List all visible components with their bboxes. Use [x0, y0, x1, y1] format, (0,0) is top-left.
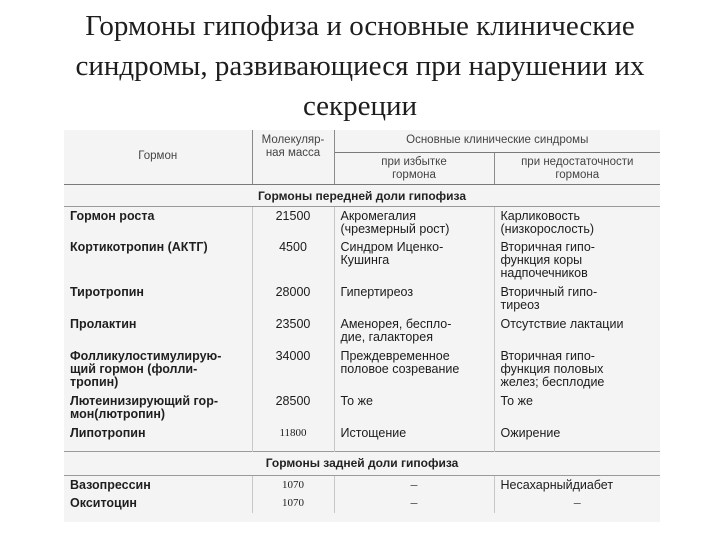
table-row — [64, 494, 660, 513]
excess-syndrome — [334, 392, 494, 424]
deficit-syndrome — [494, 315, 660, 347]
header-excess-line-2: гормона — [392, 168, 436, 181]
table-row — [64, 238, 660, 283]
header-mass — [252, 130, 334, 184]
hormone-name: Вазопрессин — [70, 477, 151, 492]
deficit-syndrome: – — [573, 496, 581, 510]
deficit-syndrome — [494, 238, 660, 283]
table-row — [64, 424, 660, 451]
hormone-name-line: Лютеинизирующий гор- — [70, 394, 218, 408]
deficit-syndrome-line: То же — [500, 394, 533, 408]
molecular-mass: 28500 — [252, 392, 334, 424]
table-row — [64, 206, 660, 238]
title-line-3: секреции — [302, 90, 418, 122]
molecular-mass: 4500 — [252, 238, 334, 283]
excess-syndrome-line: половое созревание — [340, 362, 460, 376]
hormone-name-line: тропин) — [70, 375, 119, 389]
header-deficit-line-2: гормона — [555, 168, 600, 181]
deficit-syndrome-line: Отсутствие лактации — [500, 317, 624, 331]
deficit-syndrome: Несахарныйдиабет — [500, 477, 614, 492]
excess-syndrome: – — [334, 494, 494, 513]
hormone-name-line: мон(лютропин) — [70, 407, 166, 421]
deficit-syndrome-line: надпочечников — [500, 266, 588, 280]
section-posterior — [64, 451, 660, 475]
section-posterior-label: Гормоны задней доли гипофиза — [64, 451, 660, 475]
hormone-name-line: Тиротропин — [70, 285, 144, 299]
hormone-name-line: Гормон роста — [70, 208, 155, 223]
table-row — [64, 392, 660, 424]
deficit-syndrome-line: (низкорослость) — [500, 221, 595, 236]
hormone-name — [64, 424, 252, 451]
excess-syndrome-line: Гипертиреоз — [340, 285, 414, 299]
excess-syndrome-line: То же — [340, 394, 373, 408]
table-row — [64, 347, 660, 392]
deficit-syndrome-line: Вторичная гипо- — [500, 349, 595, 363]
deficit-syndrome-line: функция коры — [500, 253, 583, 267]
molecular-mass: 23500 — [252, 315, 334, 347]
table-row — [64, 475, 660, 494]
header-excess — [334, 152, 494, 184]
deficit-syndrome-line: Вторичный гипо- — [500, 285, 598, 299]
molecular-mass: 1070 — [252, 494, 334, 513]
excess-syndrome-line: дие, галакторея — [340, 330, 433, 344]
table-row — [64, 283, 660, 315]
excess-syndrome — [334, 238, 494, 283]
deficit-syndrome — [494, 206, 660, 238]
deficit-syndrome-line: Вторичная гипо- — [500, 240, 595, 254]
excess-syndrome — [334, 315, 494, 347]
molecular-mass: 34000 — [252, 347, 334, 392]
excess-syndrome — [334, 347, 494, 392]
header-excess-line-1: при избытке — [381, 155, 447, 168]
deficit-syndrome-line: Карликовость — [500, 208, 581, 223]
hormone-name — [64, 347, 252, 392]
excess-syndrome — [334, 283, 494, 315]
header-hormone: Гормон — [64, 130, 252, 184]
hormone-name-line: Пролактин — [70, 317, 137, 331]
hormone-name-line: щий гормон (фолли- — [70, 362, 198, 376]
deficit-syndrome-line: желез; бесплодие — [500, 375, 605, 389]
header-mass-line-2: ная масса — [265, 147, 321, 159]
molecular-mass: 1070 — [252, 475, 334, 494]
header-mass-line-1: Молекуляр- — [261, 134, 325, 146]
excess-syndrome-line: Аменорея, беспло- — [340, 317, 452, 331]
table-row — [64, 315, 660, 347]
molecular-mass: 21500 — [252, 206, 334, 238]
excess-syndrome: – — [334, 475, 494, 494]
header-deficit-line-1: при недостаточности — [521, 155, 634, 168]
hormone-name-line: Фолликулостимулирую- — [70, 349, 222, 363]
slide-title — [20, 6, 700, 126]
molecular-mass: 28000 — [252, 283, 334, 315]
excess-syndrome-line: Преждевременное — [340, 349, 450, 363]
excess-syndrome-line: Синдром Иценко- — [340, 240, 444, 254]
hormone-table — [64, 130, 660, 513]
hormone-name-line: Липотропин — [70, 426, 146, 440]
section-anterior — [64, 184, 660, 206]
header-deficit — [494, 152, 660, 184]
hormone-name: Окситоцин — [70, 496, 137, 510]
deficit-syndrome — [494, 283, 660, 315]
deficit-syndrome — [494, 424, 660, 451]
deficit-syndrome-line: Ожирение — [500, 426, 561, 440]
excess-syndrome-line: Кушинга — [340, 253, 390, 267]
title-line-1: Гормоны гипофиза и основные клинические — [85, 10, 635, 42]
hormone-name — [64, 283, 252, 315]
hormone-name — [64, 238, 252, 283]
title-line-2: синдромы, развивающиеся при нарушении их — [75, 50, 645, 82]
excess-syndrome — [334, 424, 494, 451]
excess-syndrome-line: (чрезмерный рост) — [340, 221, 450, 236]
excess-syndrome-line: Истощение — [340, 426, 407, 440]
deficit-syndrome-line: функция половых — [500, 362, 604, 376]
deficit-syndrome — [494, 392, 660, 424]
scanned-table — [64, 130, 660, 522]
deficit-syndrome-line: тиреоз — [500, 298, 540, 312]
section-anterior-label: Гормоны передней доли гипофиза — [64, 184, 660, 206]
excess-syndrome — [334, 206, 494, 238]
hormone-name — [64, 392, 252, 424]
hormone-name-line: Кортикотропин (АКТГ) — [70, 240, 208, 254]
excess-syndrome-line: Акромегалия — [340, 208, 417, 223]
hormone-name — [64, 206, 252, 238]
deficit-syndrome — [494, 347, 660, 392]
hormone-name — [64, 315, 252, 347]
molecular-mass: 11800 — [252, 424, 334, 451]
header-syndromes: Основные клинические синдромы — [334, 130, 660, 152]
